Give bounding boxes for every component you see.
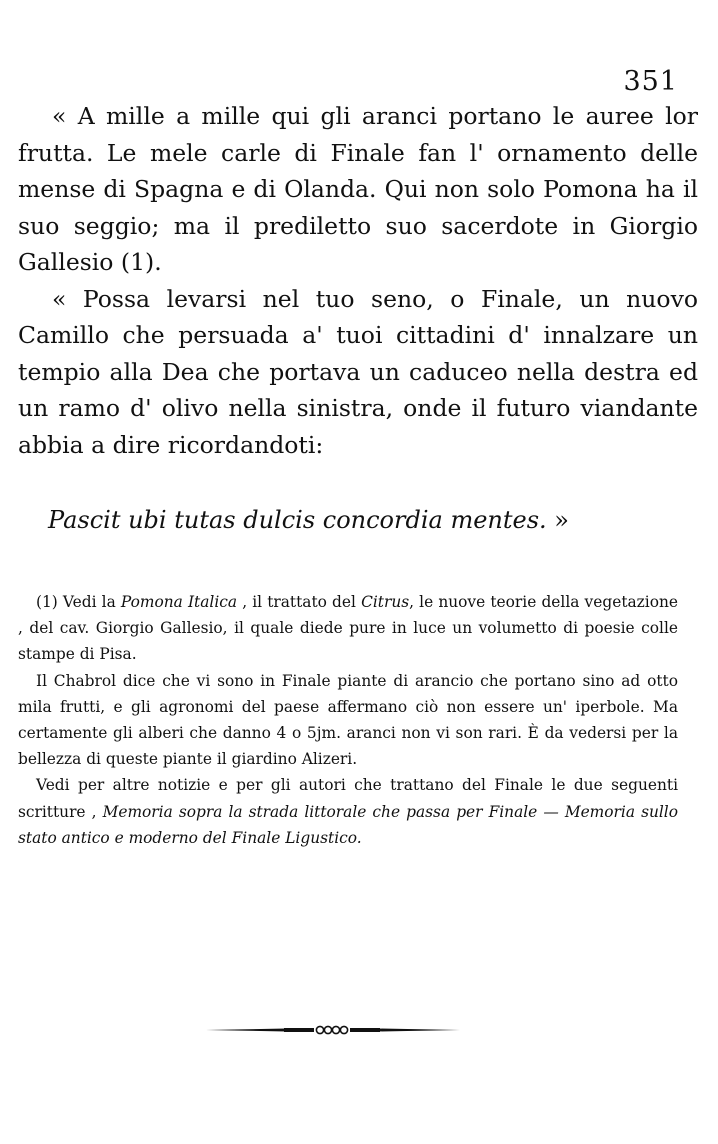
motto-closing-quote: » [546,506,569,534]
footnote-1-part-1: (1) Vedi la [36,593,121,611]
main-text [18,98,698,463]
footnote-1-title-citrus: Citrus [361,593,410,611]
ornament-divider-icon [206,1025,460,1035]
footnote-1-title-pomona: Pomona Italica [120,593,238,611]
footnote-2: Il Chabrol dice che vi sono in Finale piante di arancio che portano sino ad otto mila frutti, e gli agronomi del paese affermano ciò non essere un' iperbole. Ma certamente gli alberi che danno 4 o 5jm. aranci non vi son rari. È da vedersi per la bellezza di queste piante il giardino Alizeri. [18,671,678,769]
footnote-3-titles: Memoria sopra la strada littorale che passa per Finale — Memoria sullo stato antico e moderno del Finale Ligustico. [18,802,678,847]
footnote-3-part-1: Vedi per altre notizie e per gli autori che trattano del Finale le due seguenti scritture , [18,776,678,821]
page-number: 351 [623,66,678,97]
paragraph-1: « A mille a mille qui gli aranci portano le auree lor frutta. Le mele carle di Finale fan l' ornamento delle mense di Spagna e di Olanda. Qui non solo Pomona ha il suo seggio; ma il prediletto suo sacerdote in Giorgio Gallesio (1). [18,102,698,276]
latin-motto [48,502,688,538]
motto-text: Pascit ubi tutas dulcis concordia mentes. [48,506,547,534]
footnote-1-part-3: , le nuove teorie della vegetazione , del cav. Giorgio Gallesio, il quale diede pure in luce un volumetto di poesie colle stampe di Pisa. [18,593,678,664]
footnote-1 [18,589,678,668]
footnote-3 [18,772,678,851]
paragraph-2: « Possa levarsi nel tuo seno, o Finale, un nuovo Camillo che persuada a' tuoi cittadini d' innalzare un tempio alla Dea che portava un caduceo nella destra ed un ramo d' olivo nella sinistra, onde il futuro viandante abbia a dire ricordandoti: [18,284,698,459]
footnotes [18,589,678,851]
footnote-1-part-2: , il trattato del [237,593,362,611]
